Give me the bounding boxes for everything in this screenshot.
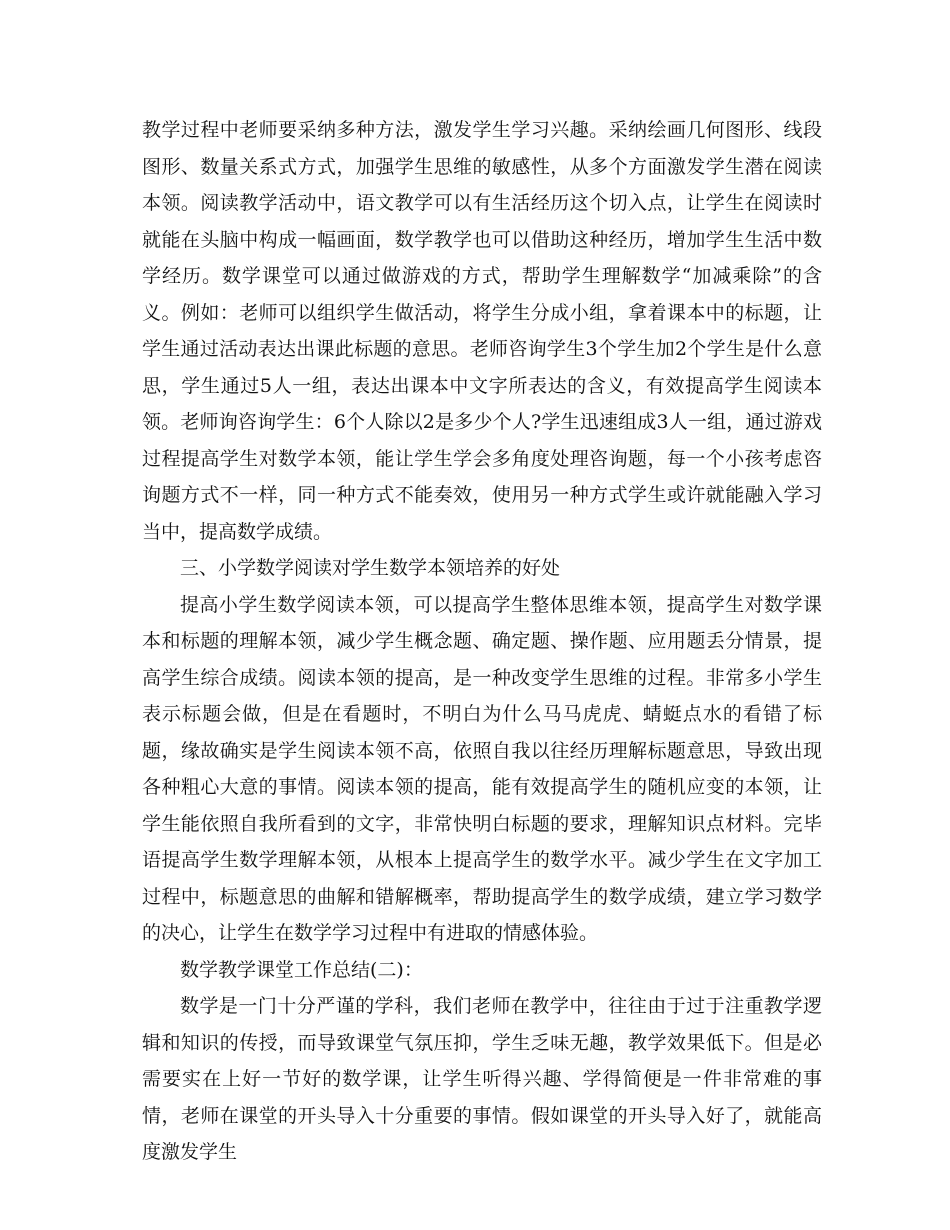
document-body: [142, 112, 822, 1171]
paragraph-teaching-methods: 教学过程中老师要采纳多种方法，激发学生学习兴趣。采纳绘画几何图形、线段图形、数量关系式方式，加强学生思维的敏感性，从多个方面激发学生潜在阅读本领。阅读教学活动中，语文教学可以有生活经历这个切入点，让学生在阅读时就能在头脑中构成一幅画面，数学教学也可以借助这种经历，增加学生生活中数学经历。数学课堂可以通过做游戏的方式，帮助学生理解数学“加减乘除”的含义。例如：老师可以组织学生做活动，将学生分成小组，拿着课本中的标题，让学生通过活动表达出课此标题的意思。老师咨询学生3个学生加2个学生是什么意思，学生通过5人一组，表达出课本中文字所表达的含义，有效提高学生阅读本领。老师询咨询学生：6个人除以2是多少个人?学生迅速组成3人一组，通过游戏过程提高学生对数学本领，能让学生学会多角度处理咨询题，每一个小孩考虑咨询题方式不一样，同一种方式不能奏效，使用另一种方式学生或许就能融入学习当中，提高数学成绩。: [142, 119, 822, 543]
paragraph-math-classroom: 数学是一门十分严谨的学科，我们老师在教学中，往往由于过于注重教学逻辑和知识的传授，而导致课堂气氛压抑，学生乏味无趣，教学效果低下。但是必需要实在上好一节好的数学课，让学生听得兴趣、学得简便是一件非常难的事情，老师在课堂的开头导入十分重要的事情。假如课堂的开头导入好了，就能高度激发学生: [142, 995, 822, 1163]
section-heading-summary-two: 数学教学课堂工作总结(二)：: [180, 958, 423, 981]
paragraph-reading-benefits: 提高小学生数学阅读本领，可以提高学生整体思维本领，提高学生对数学课本和标题的理解本领，减少学生概念题、确定题、操作题、应用题丢分情景，提高学生综合成绩。阅读本领的提高，是一种改变学生思维的过程。非常多小学生表示标题会做，但是在看题时，不明白为什么马马虎虎、蜻蜓点水的看错了标题，缘故确实是学生阅读本领不高，依照自我以往经历理解标题意思，导致出现各种粗心大意的事情。阅读本领的提高，能有效提高学生的随机应变的本领，让学生能依照自我所看到的文字，非常快明白标题的要求，理解知识点材料。完毕语提高学生数学理解本领，从根本上提高学生的数学水平。减少学生在文字加工过程中，标题意思的曲解和错解概率，帮助提高学生的数学成绩，建立学习数学的决心，让学生在数学学习过程中有进取的情感体验。: [142, 593, 822, 944]
section-heading-benefits: 三、小学数学阅读对学生数学本领培养的好处: [180, 557, 561, 579]
